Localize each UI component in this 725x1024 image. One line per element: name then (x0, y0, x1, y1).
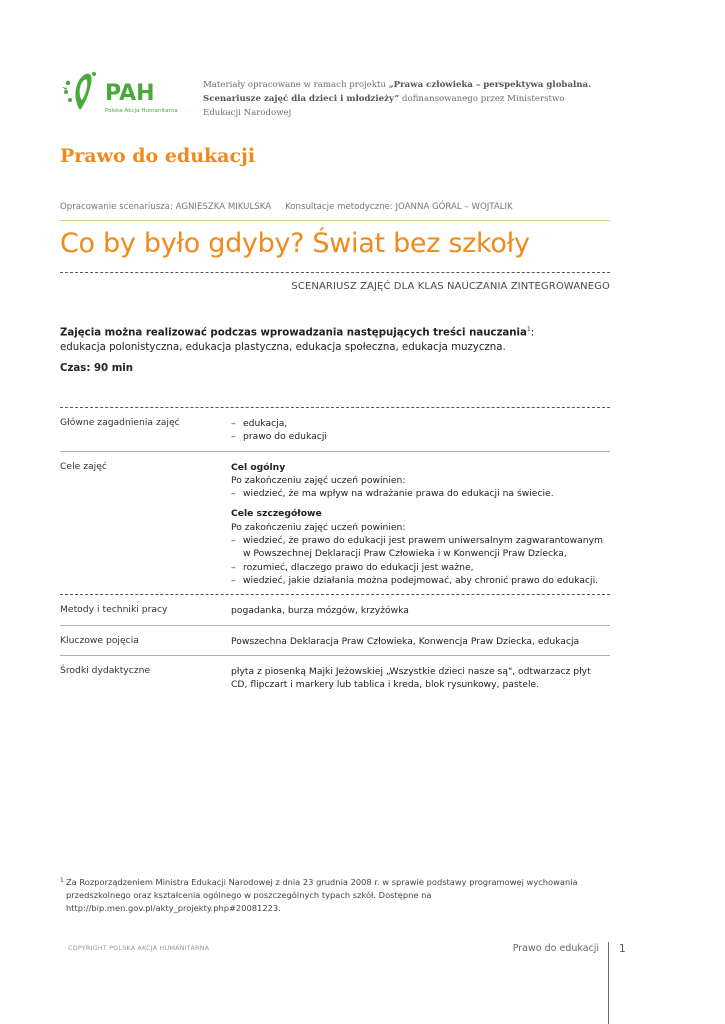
info-table (60, 407, 610, 698)
footnote-text: Za Rozporządzeniem Ministra Edukacji Narodowej z dnia 23 grudnia 2008 r. w sprawie podstawy programowej wychowania przedszkolnego oraz kształcenia ogólnego w poszczególnych typach szkół. Dostępne na http://bip.men.gov.pl/akty_projekty.php#20081223. (66, 877, 578, 913)
main-title: Co by było gdyby? Świat bez szkoły (60, 228, 530, 259)
row-label: Metody i techniki pracy (60, 604, 168, 616)
row-content: płyta z piosenką Majki Jeżowskiej „Wszystkie dzieci nasze są", odtwarzacz płyt CD, flipczart i markery lub tablica i kreda, blok rysunkowy, pastele. (231, 665, 591, 691)
table-row (60, 451, 610, 595)
row-content: pogadanka, burza mózgów, krzyżówka (231, 605, 409, 617)
page-number: 1 (619, 943, 626, 955)
table-row (60, 407, 610, 451)
logo-subtext: Polska Akcja Humanitarna (105, 108, 178, 114)
row-content: – edukacja, – prawo do edukacji (231, 418, 327, 443)
logo-text: PAH (105, 81, 155, 106)
row-label: Cele zajęć (60, 460, 107, 472)
footer-title: Prawo do edukacji (512, 943, 599, 954)
pah-logo (60, 70, 185, 120)
row-content: Powszechna Deklaracja Praw Człowieka, Konwencja Praw Dziecka, edukacja (231, 635, 580, 647)
row-content: Cel ogólny Po zakończeniu zajęć uczeń powinien: – wiedzieć, że ma wpływ na wdrażanie prawa do edukacji na świecie. Cele szczegółowe Po zakończeniu zajęć uczeń powinien: – wiedzieć, że prawo do edukacji jest prawem uniwersalnym zagwarantowanym w Powszechnej Deklaracji Praw Człowieka i w Konwencji Praw Dziecka, – rozumieć, dlaczego prawo do edukacji jest ważne, – wiedzieć, jakie działania można podejmować, aby chronić prawo do edukacji. (231, 461, 603, 586)
duration: Czas: 90 min (60, 363, 134, 374)
row-label: Kluczowe pojęcia (60, 634, 139, 646)
footer-divider (608, 942, 609, 1024)
footnote-number: 1 (60, 877, 64, 884)
section-title: Prawo do edukacji (60, 145, 256, 167)
copyright: COPYRIGHT POLSKA AKCJA HUMANITARNA (68, 944, 210, 952)
title-divider (60, 272, 610, 273)
table-row (60, 594, 610, 624)
table-row (60, 625, 610, 655)
author: Opracowanie scenariusza: AGNIESZKA MIKULSKA (60, 202, 272, 212)
table-row (60, 655, 610, 699)
footnote-ref: 1 (526, 326, 531, 333)
subtitle: SCENARIUSZ ZAJĘĆ DLA KLAS NAUCZANIA ZINTEGROWANEGO (291, 281, 610, 292)
authors-divider (60, 220, 610, 221)
row-label: Główne zagadnienia zajęć (60, 417, 180, 428)
intro: Zajęcia można realizować podczas wprowadzania następujących treści nauczania$^1$: edukacja polonistyczna, edukacja plastyczna, edukacja społeczna, edukacja muzyczna. (60, 326, 535, 354)
authors-line (60, 202, 513, 212)
consultant: Konsultacje metodyczne: JOANNA GÓRAL – WOJTALIK (285, 202, 513, 212)
row-label: Środki dydaktyczne (60, 664, 151, 676)
footnote (60, 876, 620, 915)
project-info: Materiały opracowane w ramach projektu „Prawa człowieka – perspektywa globalna. Scenariusze zajęć dla dzieci i młodzieży” dofinansowanego przez Ministerstwo Edukacji Narodowej (203, 80, 592, 118)
